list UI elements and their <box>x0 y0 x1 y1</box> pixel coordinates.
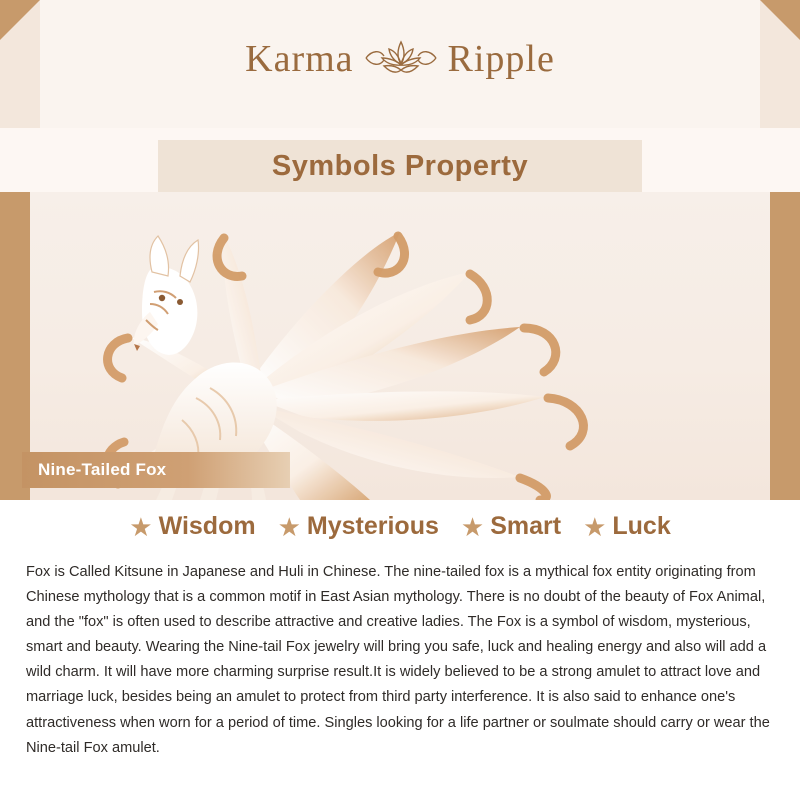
keyword-label: Mysterious <box>306 512 439 540</box>
keyword-list <box>0 512 800 541</box>
star-icon: ★ <box>460 511 485 542</box>
hero-label-ribbon <box>22 452 290 488</box>
description-paragraph: Fox is Called Kitsune in Japanese and Huli in Chinese. The nine-tailed fox is a mythical fox entity originating from Chinese mythology that is a common motif in East Asian mythology. There is no doubt of the beauty of Fox Animal, and the "fox" is often used to describe attractive and creative ladies. The Fox is a symbol of wisdom, mysterious, smart and beauty. Wearing the Nine-tail Fox jewelry will bring you safe, luck and healing energy and also will add a wild charm. It will have more charming surprise result.It is widely believed to be a strong amulet to attract love and marriage luck, besides being an amulet to protect from third party interference. It is also said to enhance one's attractiveness when worn for a period of time. Singles looking for a life partner or soulmate should carry or wear the Nine-tail Fox amulet. <box>26 564 770 756</box>
star-icon: ★ <box>583 511 607 542</box>
star-icon: ★ <box>277 511 301 542</box>
brand-name-right: Ripple <box>447 38 555 80</box>
brand-name-left: Karma <box>245 38 354 80</box>
lotus-flower-icon <box>364 36 438 82</box>
hero-label-text: Nine-Tailed Fox <box>38 460 167 479</box>
keyword-label: Wisdom <box>158 512 256 540</box>
keyword-item-mysterious <box>278 512 439 541</box>
keyword-label: Luck <box>612 512 671 540</box>
corner-wedge-top-right <box>760 0 800 40</box>
keyword-item-smart <box>461 512 561 541</box>
corner-wedge-top-left <box>0 0 40 40</box>
star-icon: ★ <box>129 511 153 542</box>
keyword-item-luck <box>583 512 671 541</box>
keyword-item-wisdom <box>129 512 255 541</box>
brand-logo <box>0 36 800 82</box>
section-title-bar <box>158 140 642 192</box>
page-title: Symbols Property <box>271 149 529 182</box>
keyword-label: Smart <box>490 512 562 540</box>
